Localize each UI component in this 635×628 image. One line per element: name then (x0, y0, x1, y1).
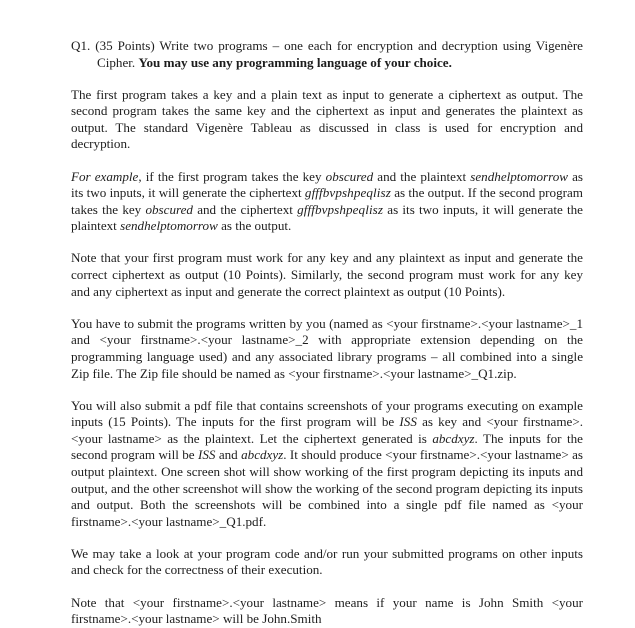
example-key-2: obscured (145, 201, 193, 217)
document-body (71, 38, 583, 628)
paragraph-naming-example: Note that <your firstname>.<your lastname> means if your name is John Smith <your firstname>.<your lastname> will be John.Smith (71, 594, 583, 627)
example-key-1: obscured (325, 168, 374, 184)
question-heading-mid: one each for encryption and decryption using Vigenère Cipher. (97, 38, 583, 70)
pdf-text-4: and (215, 447, 242, 463)
pdf-text-3: . The inputs for the second program will be (71, 430, 583, 463)
example-plaintext-2: sendhelptomorrow (120, 218, 218, 234)
pdf-ciphertext-1: abcdxyz (432, 430, 475, 446)
question-heading (71, 38, 583, 71)
example-text-7: as the output. (217, 218, 292, 234)
paragraph-correctness-note: Note that your first program must work for any key and any plaintext as input and generate the correct ciphertext as output (10 Points). Similarly, the second program must work for any key and any ciphertext as input and generate the correct plaintext as output (10 Points). (71, 250, 583, 299)
example-text-5: and the ciphertext (192, 201, 298, 217)
paragraph-program-description: The first program takes a key and a plain text as input to generate a ciphertext as output. The second program takes the same key and the ciphertext as input and generates the plaintext as output. The standard Vigenère Tableau as discussed in class is used for encryption and decryption. (71, 86, 583, 152)
example-text-4: as the output. If the second program takes the key (71, 185, 583, 217)
pdf-ciphertext-2: abcdxyz (241, 447, 284, 463)
example-text-3: as its two inputs, it will generate the ciphertext (71, 168, 583, 201)
example-ciphertext-1: gfffbvpshpeqlisz (304, 185, 391, 201)
pdf-key-2: ISS (197, 447, 216, 463)
example-text-6: as its two inputs, it will generate the plaintext (71, 201, 583, 234)
paragraph-submission-naming (71, 316, 583, 382)
submission-text-1: You have to submit the programs written by you (named as <your firstname>.<your lastname>_1 and <your firstname>.<your lastname>_2 with appropriate extension depending on the programming language used) and any associated library programs (71, 315, 583, 364)
example-text-2: and the plaintext (373, 168, 471, 184)
example-text-1: , if the first program takes the key (138, 168, 326, 184)
pdf-key-1: ISS (399, 414, 417, 430)
pdf-text-5: . It should produce <your firstname>.<your lastname> as output plaintext. One screen shot will show working of the first program depicting its inputs and output, and the other screenshot will show the working of the second program depicting its inputs and output. Both the screenshots will be combined into a single pdf file named as <your firstname>.<your lastname>_Q1.pdf. (71, 447, 584, 529)
example-lead-label: For example (71, 168, 139, 184)
question-heading-dash: – (272, 38, 280, 53)
submission-dash: – (431, 348, 438, 364)
question-heading-bold-tail: You may use any programming language of your choice. (138, 54, 452, 70)
pdf-text-1: You will also submit a pdf file that contains screenshots of your programs executing on example inputs (15 Points). The inputs for the first program will be (71, 397, 583, 430)
example-ciphertext-2: gfffbvpshpeqlisz (297, 201, 384, 217)
paragraph-pdf-submission (71, 398, 583, 531)
question-heading-lead: Q1. (35 Points) Write two programs (71, 38, 273, 53)
paragraph-code-review: We may take a look at your program code and/or run your submitted programs on other inputs and check for the correctness of their execution. (71, 545, 583, 578)
submission-text-2: all combined into a single Zip file. The Zip file should be named as <your firstname>.<your lastname>_Q1.zip. (71, 348, 584, 381)
example-plaintext-1: sendhelptomorrow (470, 168, 568, 184)
pdf-text-2: as key and <your firstname>.<your lastname> as the plaintext. Let the ciphertext generated is (71, 414, 584, 446)
paragraph-example (71, 169, 583, 235)
